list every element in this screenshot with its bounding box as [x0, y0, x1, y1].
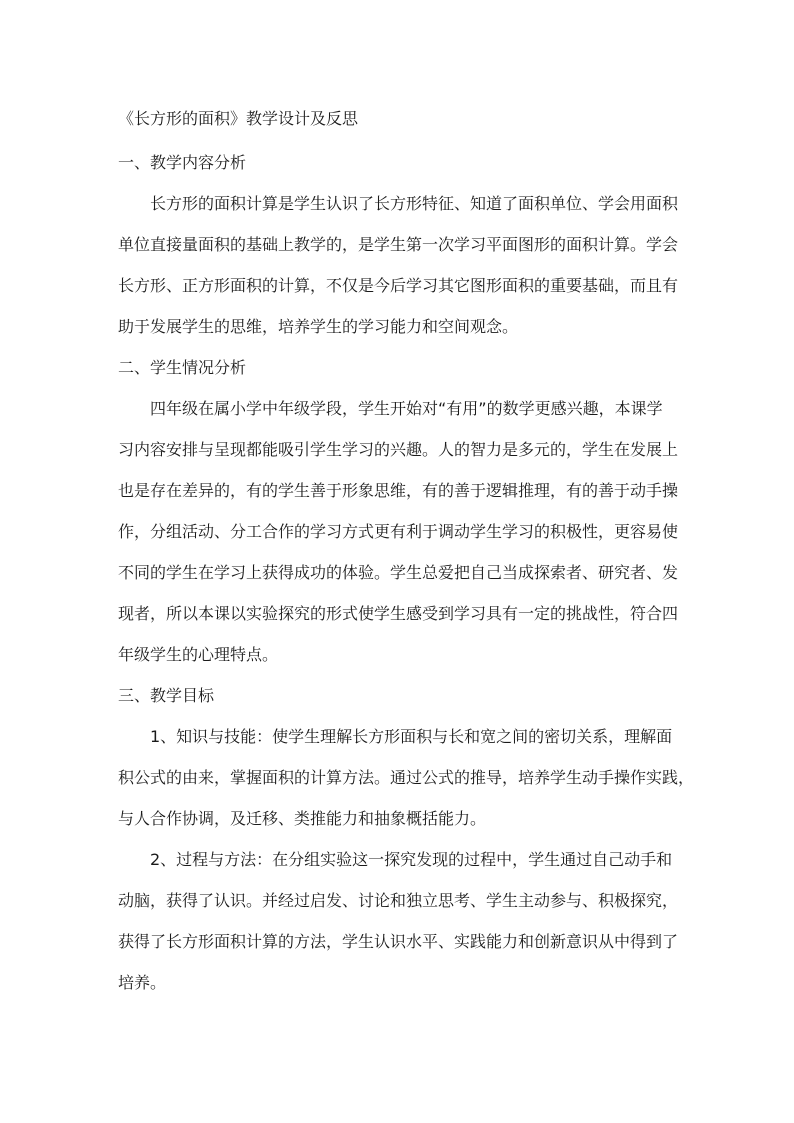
paragraph	[118, 188, 688, 352]
paragraph	[118, 721, 695, 844]
paragraph-line: 动脑，获得了认识。并经过启发、讨论和独立思考、学生主动参与、积极探究，	[118, 891, 679, 910]
paragraph-line: 也是存在差异的，有的学生善于形象思维，有的善于逻辑推理，有的善于动手操	[118, 481, 679, 500]
document-title: 《长方形的面积》教学设计及反思	[118, 109, 359, 128]
paragraph-line: 助于发展学生的思维，培养学生的学习能力和空间观念。	[118, 317, 519, 336]
paragraph-line: 与人合作协调，及迁移、类推能力和抽象概括能力。	[118, 809, 487, 828]
paragraph-line: 1、知识与技能：使学生理解长方形面积与长和宽之间的密切关系，理解面	[150, 727, 673, 746]
paragraph-line: 年级学生的心理特点。	[118, 645, 279, 664]
section-heading-teaching-goals: 三、教学目标	[118, 686, 215, 705]
paragraph	[118, 393, 688, 680]
section-heading-content-analysis: 一、教学内容分析	[118, 153, 247, 172]
paragraph-line: 不同的学生在学习上获得成功的体验。学生总爱把自己当成探索者、研究者、发	[118, 563, 679, 582]
paragraph-line: 习内容安排与呈现都能吸引学生学习的兴趣。人的智力是多元的，学生在发展上	[118, 440, 679, 459]
paragraph-line: 获得了长方形面积计算的方法，学生认识水平、实践能力和创新意识从中得到了	[118, 932, 679, 951]
paragraph-line: 2、过程与方法：在分组实验这一探究发现的过程中，学生通过自己动手和	[150, 850, 673, 869]
paragraph-line: 长方形、正方形面积的计算，不仅是今后学习其它图形面积的重要基础，而且有	[118, 276, 679, 295]
paragraph	[118, 844, 688, 1008]
paragraph-line: 作，分组活动、分工合作的学习方式更有利于调动学生学习的积极性，更容易使	[118, 522, 679, 541]
paragraph-line: 积公式的由来，掌握面积的计算方法。通过公式的推导，培养学生动手操作实践，	[118, 768, 695, 787]
section-heading-student-analysis: 二、学生情况分析	[118, 358, 247, 377]
paragraph-line: 长方形的面积计算是学生认识了长方形特征、知道了面积单位、学会用面积	[150, 194, 679, 213]
paragraph-line: 单位直接量面积的基础上教学的，是学生第一次学习平面图形的面积计算。学会	[118, 235, 679, 254]
paragraph-line: 四年级在属小学中年级学段，学生开始对“有用”的数学更感兴趣，本课学	[150, 399, 663, 418]
document-body	[118, 103, 695, 1008]
paragraph-line: 培养。	[118, 973, 167, 992]
paragraph-line: 现者，所以本课以实验探究的形式使学生感受到学习具有一定的挑战性，符合四	[118, 604, 679, 623]
